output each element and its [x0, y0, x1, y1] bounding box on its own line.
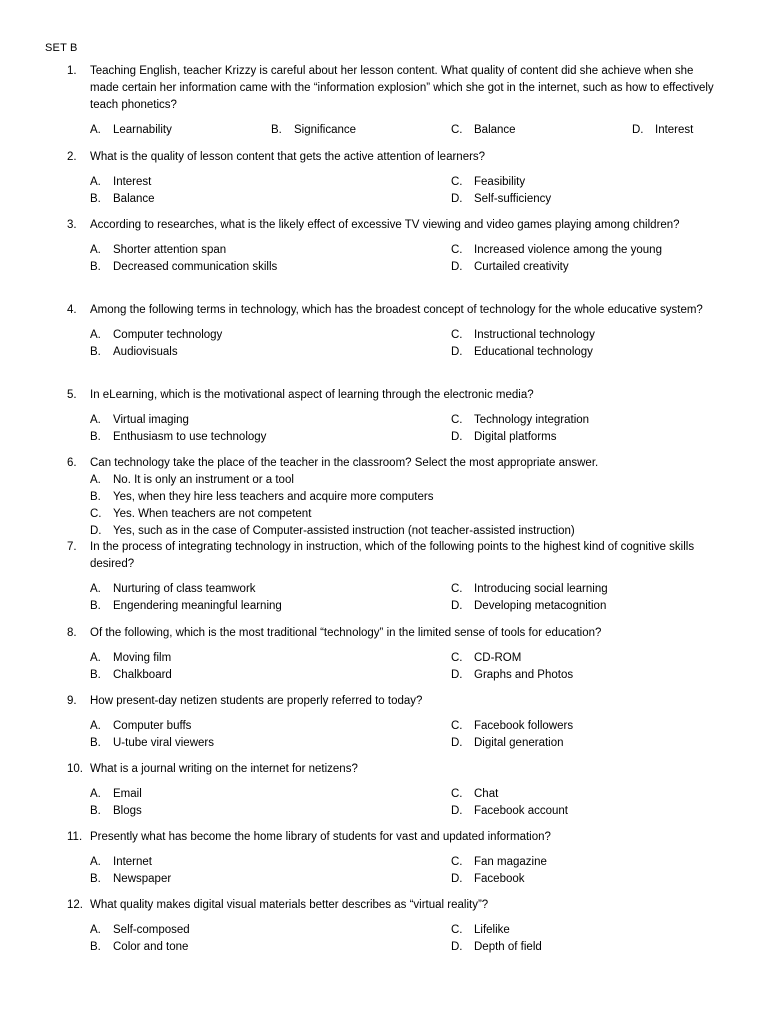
options-row [90, 581, 717, 598]
option-d: D. Graphs and Photos [451, 669, 574, 681]
options-row [90, 922, 717, 939]
option-c: C. Technology integration [451, 414, 590, 426]
question-2 [67, 149, 717, 208]
options-row [90, 854, 717, 871]
options-row [90, 242, 717, 259]
question-text: According to researches, what is the likely effect of excessive TV viewing and video games playing among children? [90, 219, 680, 231]
question-text: What quality makes digital visual materials better describes as “virtual reality”? [90, 899, 489, 911]
question-text: Can technology take the place of the teacher in the classroom? Select the most appropriate answer. [90, 457, 599, 469]
option-a: A. No. It is only an instrument or a tool [90, 474, 294, 486]
option-a: A. Computer technology [90, 329, 223, 341]
option-a: A. Moving film [90, 652, 172, 664]
option-b: B. Newspaper [90, 873, 172, 885]
option-c: C. Increased violence among the young [451, 244, 662, 256]
question-12 [67, 897, 717, 956]
question-number: 6. [67, 457, 77, 469]
option-d: D. Facebook [451, 873, 525, 885]
question-6 [67, 455, 717, 540]
option-a: A. Internet [90, 856, 152, 868]
question-number: 4. [67, 304, 77, 316]
option-c: C. Facebook followers [451, 720, 574, 732]
options-list [90, 472, 717, 540]
option-c: C. Balance [451, 124, 516, 136]
option-b: B. Color and tone [90, 941, 189, 953]
question-4 [67, 302, 717, 361]
question-number: 12. [67, 899, 83, 911]
option-d: D. Digital generation [451, 737, 564, 749]
options-row [90, 174, 717, 191]
question-5 [67, 387, 717, 446]
options-row [90, 327, 717, 344]
question-11 [67, 829, 717, 888]
options-row [90, 344, 717, 361]
options-row [90, 803, 717, 820]
option-a: A. Nurturing of class teamwork [90, 583, 256, 595]
option-a: A. Shorter attention span [90, 244, 227, 256]
option-c: C. Chat [451, 788, 499, 800]
question-number: 7. [67, 541, 77, 553]
question-number: 11. [67, 831, 83, 843]
option-b: B. Chalkboard [90, 669, 172, 681]
option-b: B. Decreased communication skills [90, 261, 278, 273]
options-row [90, 650, 717, 667]
option-b: B. Audiovisuals [90, 346, 178, 358]
option-d: D. Facebook account [451, 805, 568, 817]
option-c: C. Lifelike [451, 924, 510, 936]
option-c: C. Fan magazine [451, 856, 547, 868]
option-b: B. Balance [90, 193, 155, 205]
question-text: How present-day netizen students are properly referred to today? [90, 695, 423, 707]
option-d: D. Depth of field [451, 941, 542, 953]
question-number: 9. [67, 695, 77, 707]
question-text: In eLearning, which is the motivational aspect of learning through the electronic media? [90, 389, 534, 401]
question-text: What is a journal writing on the internet for netizens? [90, 763, 358, 775]
options-row [90, 122, 717, 139]
options-row [90, 735, 717, 752]
options-row [90, 718, 717, 735]
options-row [90, 259, 717, 276]
question-text: In the process of integrating technology in instruction, which of the following points to the highest kind of cognitive skills desired? [90, 541, 695, 570]
options-row [90, 786, 717, 803]
options-row [90, 667, 717, 684]
set-label: SET B [45, 42, 78, 54]
option-d: D. Yes, such as in the case of Computer-assisted instruction (not teacher-assisted instruction) [90, 525, 575, 537]
question-9 [67, 693, 717, 752]
option-c: C. Introducing social learning [451, 583, 608, 595]
question-number: 3. [67, 219, 77, 231]
option-d: D. Educational technology [451, 346, 593, 358]
options-row [90, 191, 717, 208]
option-a: A. Computer buffs [90, 720, 192, 732]
question-text: Presently what has become the home library of students for vast and updated information? [90, 831, 551, 843]
question-text: Among the following terms in technology, which has the broadest concept of technology for the whole educative system? [90, 304, 703, 316]
question-number: 8. [67, 627, 77, 639]
question-text: Teaching English, teacher Krizzy is careful about her lesson content. What quality of content did she achieve when she made certain her information came with the “information explosion” which she got in the internet, such as how to effectively teach phonetics? [90, 65, 714, 111]
option-a: A. Learnability [90, 124, 172, 136]
option-d: D. Self-sufficiency [451, 193, 552, 205]
option-b: B. Blogs [90, 805, 142, 817]
option-c: C. CD-ROM [451, 652, 522, 664]
options-row [90, 429, 717, 446]
question-text: Of the following, which is the most traditional “technology” in the limited sense of tools for education? [90, 627, 602, 639]
question-text: What is the quality of lesson content that gets the active attention of learners? [90, 151, 486, 163]
option-d: D. Interest [632, 124, 694, 136]
option-a: A. Email [90, 788, 142, 800]
option-b: B. U-tube viral viewers [90, 737, 214, 749]
question-10 [67, 761, 717, 820]
option-d: D. Developing metacognition [451, 600, 607, 612]
option-b: B. Enthusiasm to use technology [90, 431, 267, 443]
option-b: B. Yes, when they hire less teachers and acquire more computers [90, 491, 434, 503]
option-c: C. Feasibility [451, 176, 526, 188]
question-number: 5. [67, 389, 77, 401]
option-d: D. Curtailed creativity [451, 261, 569, 273]
option-b: B. Significance [271, 124, 357, 136]
question-1 [67, 63, 717, 139]
question-8 [67, 625, 717, 684]
option-b: B. Engendering meaningful learning [90, 600, 282, 612]
question-3 [67, 217, 717, 276]
option-a: A. Self-composed [90, 924, 190, 936]
options-row [90, 939, 717, 956]
question-number: 2. [67, 151, 77, 163]
options-row [90, 412, 717, 429]
options-row [90, 871, 717, 888]
question-number: 1. [67, 65, 77, 77]
question-number: 10. [67, 763, 83, 775]
option-d: D. Digital platforms [451, 431, 557, 443]
option-c: C. Yes. When teachers are not competent [90, 508, 312, 520]
option-a: A. Virtual imaging [90, 414, 189, 426]
options-row [90, 598, 717, 615]
question-7 [67, 539, 717, 615]
option-a: A. Interest [90, 176, 152, 188]
option-c: C. Instructional technology [451, 329, 595, 341]
